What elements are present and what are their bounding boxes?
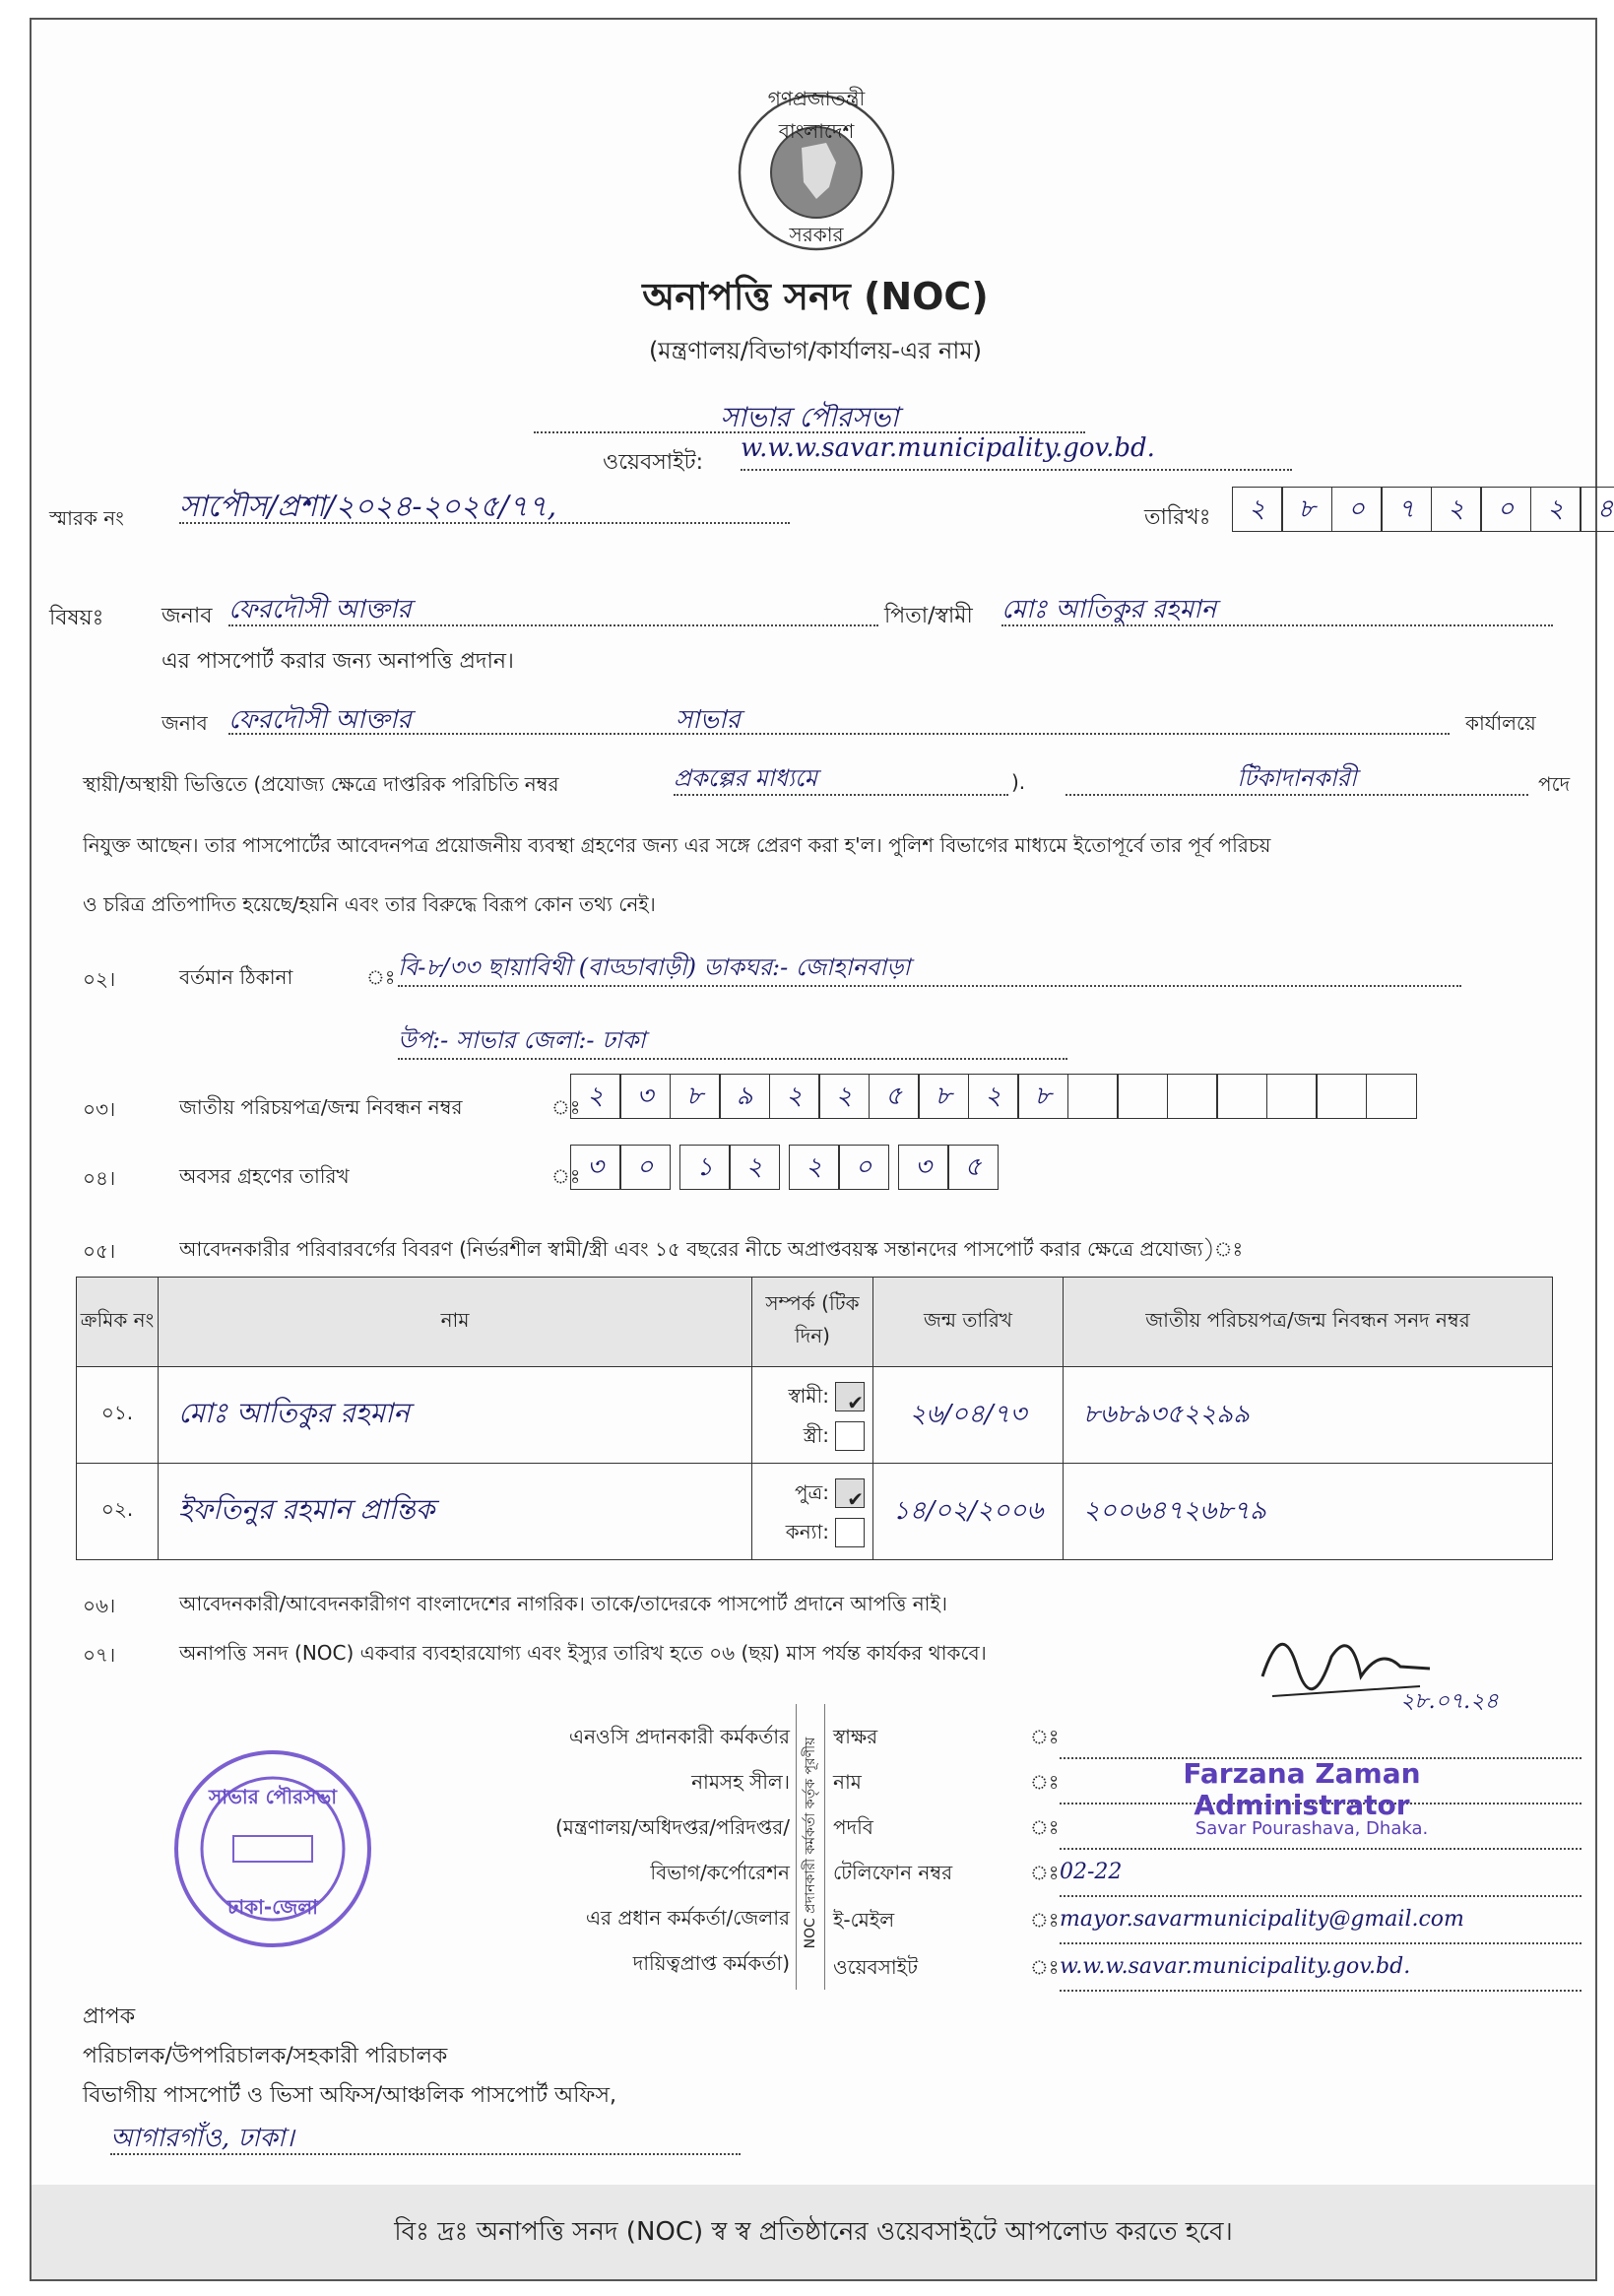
officer-field-value [1060, 1714, 1582, 1759]
date-digit-box: ২ [1232, 487, 1283, 532]
row-dob: ১৪/০২/২০০৬ [873, 1464, 1064, 1560]
relation-checkbox [835, 1421, 865, 1451]
retire-digit-box: ৩ [898, 1145, 949, 1190]
col-name: নাম [159, 1278, 752, 1367]
retire-grid [571, 1145, 999, 1190]
col-serial: ক্রমিক নং [77, 1278, 159, 1367]
officer-left-text: এনওসি প্রদানকারী কর্মকর্তার নামসহ সীল। (মন্ত্রণালয়/অধিদপ্তর/পরিদপ্তর/ বিভাগ/কর্পোরেশন এর প্রধান কর্মকর্তা/জেলার দায়িত্বপ্রাপ্ত কর্মকর্তা) [554, 1725, 790, 1975]
item-07-text: অনাপত্তি সনদ (NOC) একবার ব্যবহারযোগ্য এবং ইস্যুর তারিখ হতে ০৬ (ছয়) মাস পর্যন্ত কার্যকর থাকবে। [179, 1641, 987, 1665]
row-relation [752, 1464, 873, 1560]
website-label: ওয়েবসাইট: [603, 450, 703, 475]
officer-field-value: mayor.savarmunicipality@gmail.com [1060, 1897, 1582, 1944]
body-office-value: সাভার [675, 705, 741, 735]
body-line4: ও চরিত্র প্রতিপাদিত হয়েছে/হয়নি এবং তার বিরুদ্ধে বিরূপ কোন তথ্য নেই। [83, 892, 656, 916]
officer-field-row: ওয়েবসাইট ঃ w.w.w.savar.municipality.gov.bd. [833, 1944, 1582, 1992]
item-04-label: অবসর গ্রহণের তারিখ [179, 1164, 350, 1188]
row-name: মোঃ আতিকুর রহমান [159, 1367, 752, 1464]
document-title: অনাপত্তি সনদ (NOC) [642, 275, 989, 318]
recipient-line3: আগারগাঁও, ঢাকা। [110, 2118, 741, 2155]
stamp-name: Farzana Zaman [1183, 1757, 1421, 1790]
seal-text-top: গণপ্রজাতন্ত্রী বাংলাদেশ [767, 87, 866, 143]
father-label: পিতা/স্বামী [884, 604, 973, 628]
website-value: w.w.w.savar.municipality.gov.bd. [741, 433, 1292, 471]
retire-digit-box: ০ [619, 1145, 671, 1190]
subject-label: বিষয়ঃ [49, 606, 104, 630]
row-serial: ০১. [77, 1367, 159, 1464]
officer-field-label: স্বাক্ষর [833, 1725, 878, 1748]
item-05-number: ০৫। [83, 1239, 116, 1263]
nid-digit-box [1366, 1074, 1417, 1119]
retire-digit-group [571, 1145, 671, 1190]
body-office-suffix: কার্যালয়ে [1465, 711, 1536, 735]
body-line2-prefix: স্থায়ী/অস্থায়ী ভিত্তিতে (প্রযোজ্য ক্ষেত্রে দাপ্তরিক পরিচিতি নম্বর [83, 772, 559, 796]
nid-digit-box [1117, 1074, 1168, 1119]
date-digit-box: ০ [1480, 487, 1531, 532]
relation-label: পুত্র: [794, 1479, 829, 1504]
table-row [77, 1367, 1553, 1464]
officer-fields [833, 1714, 1582, 1992]
family-table [76, 1277, 1553, 1560]
item-02-number: ০২। [83, 967, 116, 991]
nid-digit-box [1167, 1074, 1218, 1119]
nid-digit-box [1216, 1074, 1267, 1119]
date-digit-box: ২ [1530, 487, 1582, 532]
item-06-number: ০৬। [83, 1594, 116, 1617]
body-name-row [228, 699, 1450, 735]
nid-digit-box: ২ [968, 1074, 1019, 1119]
retire-digit-box: ০ [838, 1145, 889, 1190]
recipient-line1: পরিচালক/উপপরিচালক/সহকারী পরিচালক [83, 2044, 448, 2068]
row-serial: ০২. [77, 1464, 159, 1560]
subject-janab: জনাব [161, 604, 213, 628]
row-name: ইফতিনুর রহমান প্রান্তিক [159, 1464, 752, 1560]
date-label: তারিখঃ [1144, 505, 1211, 530]
body-name-value: ফেরদৌসী আক্তার [228, 705, 412, 735]
retire-digit-box: ৫ [947, 1145, 999, 1190]
item-02-label: বর্তমান ঠিকানা [179, 965, 293, 989]
nid-digit-box: ২ [818, 1074, 870, 1119]
nid-digit-box [1316, 1074, 1367, 1119]
document-subtitle: (মন্ত্রণালয়/বিভাগ/কার্যালয়-এর নাম) [648, 337, 983, 364]
nid-digit-box: ৯ [719, 1074, 770, 1119]
table-row [77, 1464, 1553, 1560]
item-05-label: আবেদনকারীর পরিবারবর্গের বিবরণ (নির্ভরশীল স্বামী/স্ত্রী এবং ১৫ বছরের নীচে অপ্রাপ্তবয়স্ক সন্তানদের পাসপোর্ট করার ক্ষেত্রে প্রযোজ্য)ঃ [179, 1237, 1244, 1261]
row-relation [752, 1367, 873, 1464]
row-nid: ৮৬৮৯৩৫২২৯৯ [1064, 1367, 1553, 1464]
nid-digit-box: ৮ [918, 1074, 969, 1119]
date-digit-box: ২ [1431, 487, 1482, 532]
retire-digit-box: ৩ [570, 1145, 621, 1190]
nid-digit-box: ৫ [869, 1074, 920, 1119]
round-seal-top: সাভার পৌরসভা [208, 1785, 337, 1808]
retire-digit-box: ১ [679, 1145, 731, 1190]
officer-field-row: ই-মেইল ঃ mayor.savarmunicipality@gmail.com [833, 1897, 1582, 1944]
nid-grid [571, 1074, 1417, 1119]
nid-digit-box: ২ [769, 1074, 820, 1119]
officer-field-row: নাম ঃ [833, 1759, 1582, 1804]
relation-label: স্বামী: [788, 1383, 829, 1408]
body-post-suffix: পদে [1538, 772, 1571, 796]
seal-text-bottom: সরকার [789, 223, 844, 246]
stamp-place: Savar Pourashava, Dhaka. [1194, 1818, 1429, 1839]
nid-digit-box: ৮ [670, 1074, 721, 1119]
date-digit-box: ৮ [1281, 487, 1332, 532]
nid-digit-box: ২ [570, 1074, 621, 1119]
officer-field-label: টেলিফোন নম্বর [833, 1861, 953, 1884]
item-06-text: আবেদনকারী/আবেদনকারীগণ বাংলাদেশের নাগরিক। তাকে/তাদেরকে পাসপোর্ট প্রদানে আপত্তি নাই। [179, 1592, 948, 1615]
officer-field-label: ওয়েবসাইট [833, 1955, 918, 1979]
item-04-number: ০৪। [83, 1166, 116, 1190]
office-name: সাভার পৌরসভা [534, 396, 1085, 433]
row-nid: ২০০৬৪৭২৬৮৭৯ [1064, 1464, 1553, 1560]
row-dob: ২৬/০৪/৭৩ [873, 1367, 1064, 1464]
sign-date: ২৮.০৭.২৪ [1400, 1689, 1499, 1714]
address-line1: বি-৮/৩৩ ছায়াবিথী (বাড্ডাবাড়ী) ডাকঘর:- জোহানবাড়া [398, 950, 1461, 987]
date-digit-box: ৭ [1381, 487, 1432, 532]
memo-value: সাপৌস/প্রশা/২০২৪-২০২৫/৭৭, [179, 483, 790, 524]
subject-name-value: ফেরদৌসী আক্তার [228, 589, 878, 626]
retire-digit-group [680, 1145, 780, 1190]
retire-digit-box: ২ [789, 1145, 840, 1190]
relation-checkbox-checked: ✔ [835, 1478, 865, 1508]
officer-field-label: ই-মেইল [833, 1908, 895, 1932]
item-07-number: ০৭। [83, 1643, 116, 1667]
vertical-label-box [796, 1704, 825, 1990]
father-value: মোঃ আতিকুর রহমান [1001, 589, 1553, 626]
recipient-label: প্রাপক [83, 2004, 136, 2029]
stamp-title: Administrator [1194, 1789, 1410, 1821]
subject-line2: এর পাসপোর্ট করার জন্য অনাপত্তি প্রদান। [161, 649, 514, 674]
col-dob: জন্ম তারিখ [873, 1278, 1064, 1367]
retire-digit-group [790, 1145, 889, 1190]
body-line3: নিযুক্ত আছেন। তার পাসপোর্টের আবেদনপত্র প্রয়োজনীয় ব্যবস্থা গ্রহণের জন্য এর সঙ্গে প্রেরণ করা হ'ল। পুলিশ বিভাগের মাধ্যমে ইতোপূর্বে তার পূর্ব পরিচয় [83, 833, 1271, 857]
retire-digit-box: ২ [729, 1145, 780, 1190]
recipient-line2: বিভাগীয় পাসপোর্ট ও ভিসা অফিস/আঞ্চলিক পাসপোর্ট অফিস, [83, 2083, 616, 2108]
relation-checkbox [835, 1518, 865, 1547]
nid-digit-box: ৮ [1017, 1074, 1068, 1119]
retire-digit-group [899, 1145, 999, 1190]
officer-field-row: টেলিফোন নম্বর ঃ 02-22 [833, 1850, 1582, 1897]
officer-field-value: 02-22 [1060, 1850, 1582, 1897]
item-03-number: ০৩। [83, 1097, 116, 1121]
address-line2: উপ:- সাভার জেলা:- ঢাকা [398, 1022, 1067, 1060]
date-digit-box: ০ [1331, 487, 1383, 532]
body-post-value: টিকাদানকারী [1065, 760, 1528, 796]
nid-digit-box [1266, 1074, 1318, 1119]
officer-field-label: পদবি [833, 1815, 873, 1839]
date-grid [1233, 487, 1614, 532]
date-digit-box: ৪ [1580, 487, 1614, 532]
relation-label: কন্যা: [785, 1519, 829, 1543]
body-janab: জনাব [161, 711, 208, 735]
memo-label: স্মারক নং [49, 506, 124, 530]
relation-checkbox-checked: ✔ [835, 1382, 865, 1411]
officer-field-label: নাম [833, 1770, 862, 1794]
noc-document: গণপ্রজাতন্ত্রী বাংলাদেশ সরকার অনাপত্তি সনদ (NOC) (মন্ত্রণালয়/বিভাগ/কার্যালয়-এর নাম) সাভার পৌরসভা ওয়েবসাইট: w.w.w.savar.municipality.gov.bd. স্মারক নং সাপৌস/প্রশা/২০২৪-২০২৫/৭৭, তারিখঃ ২ ৮ ০ ৭ ২ ০ ২ ৪ বিষয়ঃ জনাব ফেরদৌসী আক্তার পিতা/স্বামী মোঃ আতিকুর রহমান এর পাসপোর্ট করার জন্য অনাপত্তি প্রদান। জনাব ফেরদৌসী আক্তার সাভার কার্যালয়ে স্থায়ী/অস্থায়ী ভিত্তিতে (প্রযোজ্য ক্ষেত্রে দাপ্তরিক পরিচিতি নম্বর প্রকল্পের মাধ্যমে ). টিকাদানকারী পদে নিযুক্ত আছেন। তার পাসপোর্টের আবেদনপত্র প্রয়োজনীয় ব্যবস্থা গ্রহণের জন্য এর সঙ্গে প্রেরণ করা হ'ল। পুলিশ বিভাগের মাধ্যমে ইতোপূর্বে তার পূর্ব পরিচয় ও চরিত্র প্রতিপাদিত হয়েছে/হয়নি এবং তার বিরুদ্ধে বিরূপ কোন তথ্য নেই। ০২। বর্তমান ঠিকানা ঃ বি-৮/৩৩ ছায়াবিথী (বাড্ডাবাড়ী) ডাকঘর:- জোহানবাড়া উপ:- সাভার জেলা:- ঢাকা ০৩। জাতীয় পরিচয়পত্র/জন্ম নিবন্ধন নম্বর ঃ ২ ৩ ৮ ৯ ২ ২ ৫ ৮ ২ ৮ ০৪। অবসর গ্রহণের তারিখ ঃ ৩ ০ ১ ২ ২ ০ ৩ ৫ ০৫। আবেদনকারীর পরিবারবর্গের বিবরণ (নির্ভরশীল স্বামী/স্ত্রী এবং ১৫ বছরের নীচে অপ্রাপ্তবয়স্ক সন্তানদের পাসপোর্ট করার ক্ষেত্রে প্রযোজ্য)ঃ ক্রমিক নং নাম সম্পর্ক (টিক দিন) জন্ম তারিখ জাতীয় পরিচয়পত্র/জন্ম নিবন্ধন সনদ নম্বর ০১. মোঃ আতিকুর রহমান স্বামী: ✔ স্ত্রী: ২৬/০৪/৭৩ ৮৬৮৯৩৫২২৯৯ ০২. ইফতিনুর রহমান প্রান্তিক পুত্র: ✔ কন্যা: ১৪/০২/২০০৬ ২০০৬৪৭২৬৮৭৯ ০৬। আবেদনকারী/আবেদনকারীগণ বাংলাদেশের নাগরিক। তাকে/তাদেরকে পাসপোর্ট প্রদানে আপত্তি নাই। ০৭। অনাপত্তি সনদ (NOC) একবার ব্যবহারযোগ্য এবং ইস্যুর তারিখ হতে ০৬ (ছয়) মাস পর্যন্ত কার্যকর থাকবে। এনওসি প্রদানকারী কর্মকর্তার নামসহ সীল। (মন্ত্রণালয়/অধিদপ্তর/পরিদপ্তর/ বিভাগ/কর্পোরেশন এর প্রধান কর্মকর্তা/জেলার দায়িত্বপ্রাপ্ত কর্মকর্তা) NOC প্রদানকারী কর্মকর্তা কর্তৃক পূরণীয় স্বাক্ষর ঃ নাম ঃ পদবি ঃ টেলিফোন নম্বর ঃ 02-22 ই-মেইল ঃ mayor.savarmunicipality@gmail.com ওয়েবসাইট ঃ w.w.w.savar.municipality.gov.bd. ২৮.০৭.২৪ Farzana Zaman Administrator Savar Pourashava, Dhaka. সাভার পৌরসভা ঢাকা-জেলা প্রাপক পরিচালক/উপপরিচালক/সহকারী পরিচালক বিভাগীয় পাসপোর্ট ও ভিসা অফিস/আঞ্চলিক পাসপোর্ট অফিস, আগারগাঁও, ঢাকা। বিঃ দ্রঃ অনাপত্তি সনদ (NOC) স্ব স্ব প্রতিষ্ঠানের ওয়েবসাইটে আপলোড করতে হবে। [30, 18, 1597, 2281]
footer-note: বিঃ দ্রঃ অনাপত্তি সনদ (NOC) স্ব স্ব প্রতিষ্ঠানের ওয়েবসাইটে আপলোড করতে হবে। [32, 2185, 1595, 2279]
col-relation: সম্পর্ক (টিক দিন) [752, 1278, 873, 1367]
round-seal-bottom: ঢাকা-জেলা [227, 1895, 318, 1919]
item-03-label: জাতীয় পরিচয়পত্র/জন্ম নিবন্ধন নম্বর [179, 1095, 463, 1119]
col-nid: জাতীয় পরিচয়পত্র/জন্ম নিবন্ধন সনদ নম্বর [1064, 1278, 1553, 1367]
relation-label: স্ত্রী: [803, 1422, 829, 1447]
body-project-value: প্রকল্পের মাধ্যমে [674, 760, 1008, 796]
officer-field-row: স্বাক্ষর ঃ [833, 1714, 1582, 1759]
vertical-label: NOC প্রদানকারী কর্মকর্তা কর্তৃক পূরণীয় [803, 1737, 818, 1949]
nid-digit-box: ৩ [619, 1074, 671, 1119]
officer-field-value: w.w.w.savar.municipality.gov.bd. [1060, 1944, 1582, 1992]
officer-field-row: পদবি ঃ [833, 1804, 1582, 1850]
nid-digit-box [1067, 1074, 1119, 1119]
